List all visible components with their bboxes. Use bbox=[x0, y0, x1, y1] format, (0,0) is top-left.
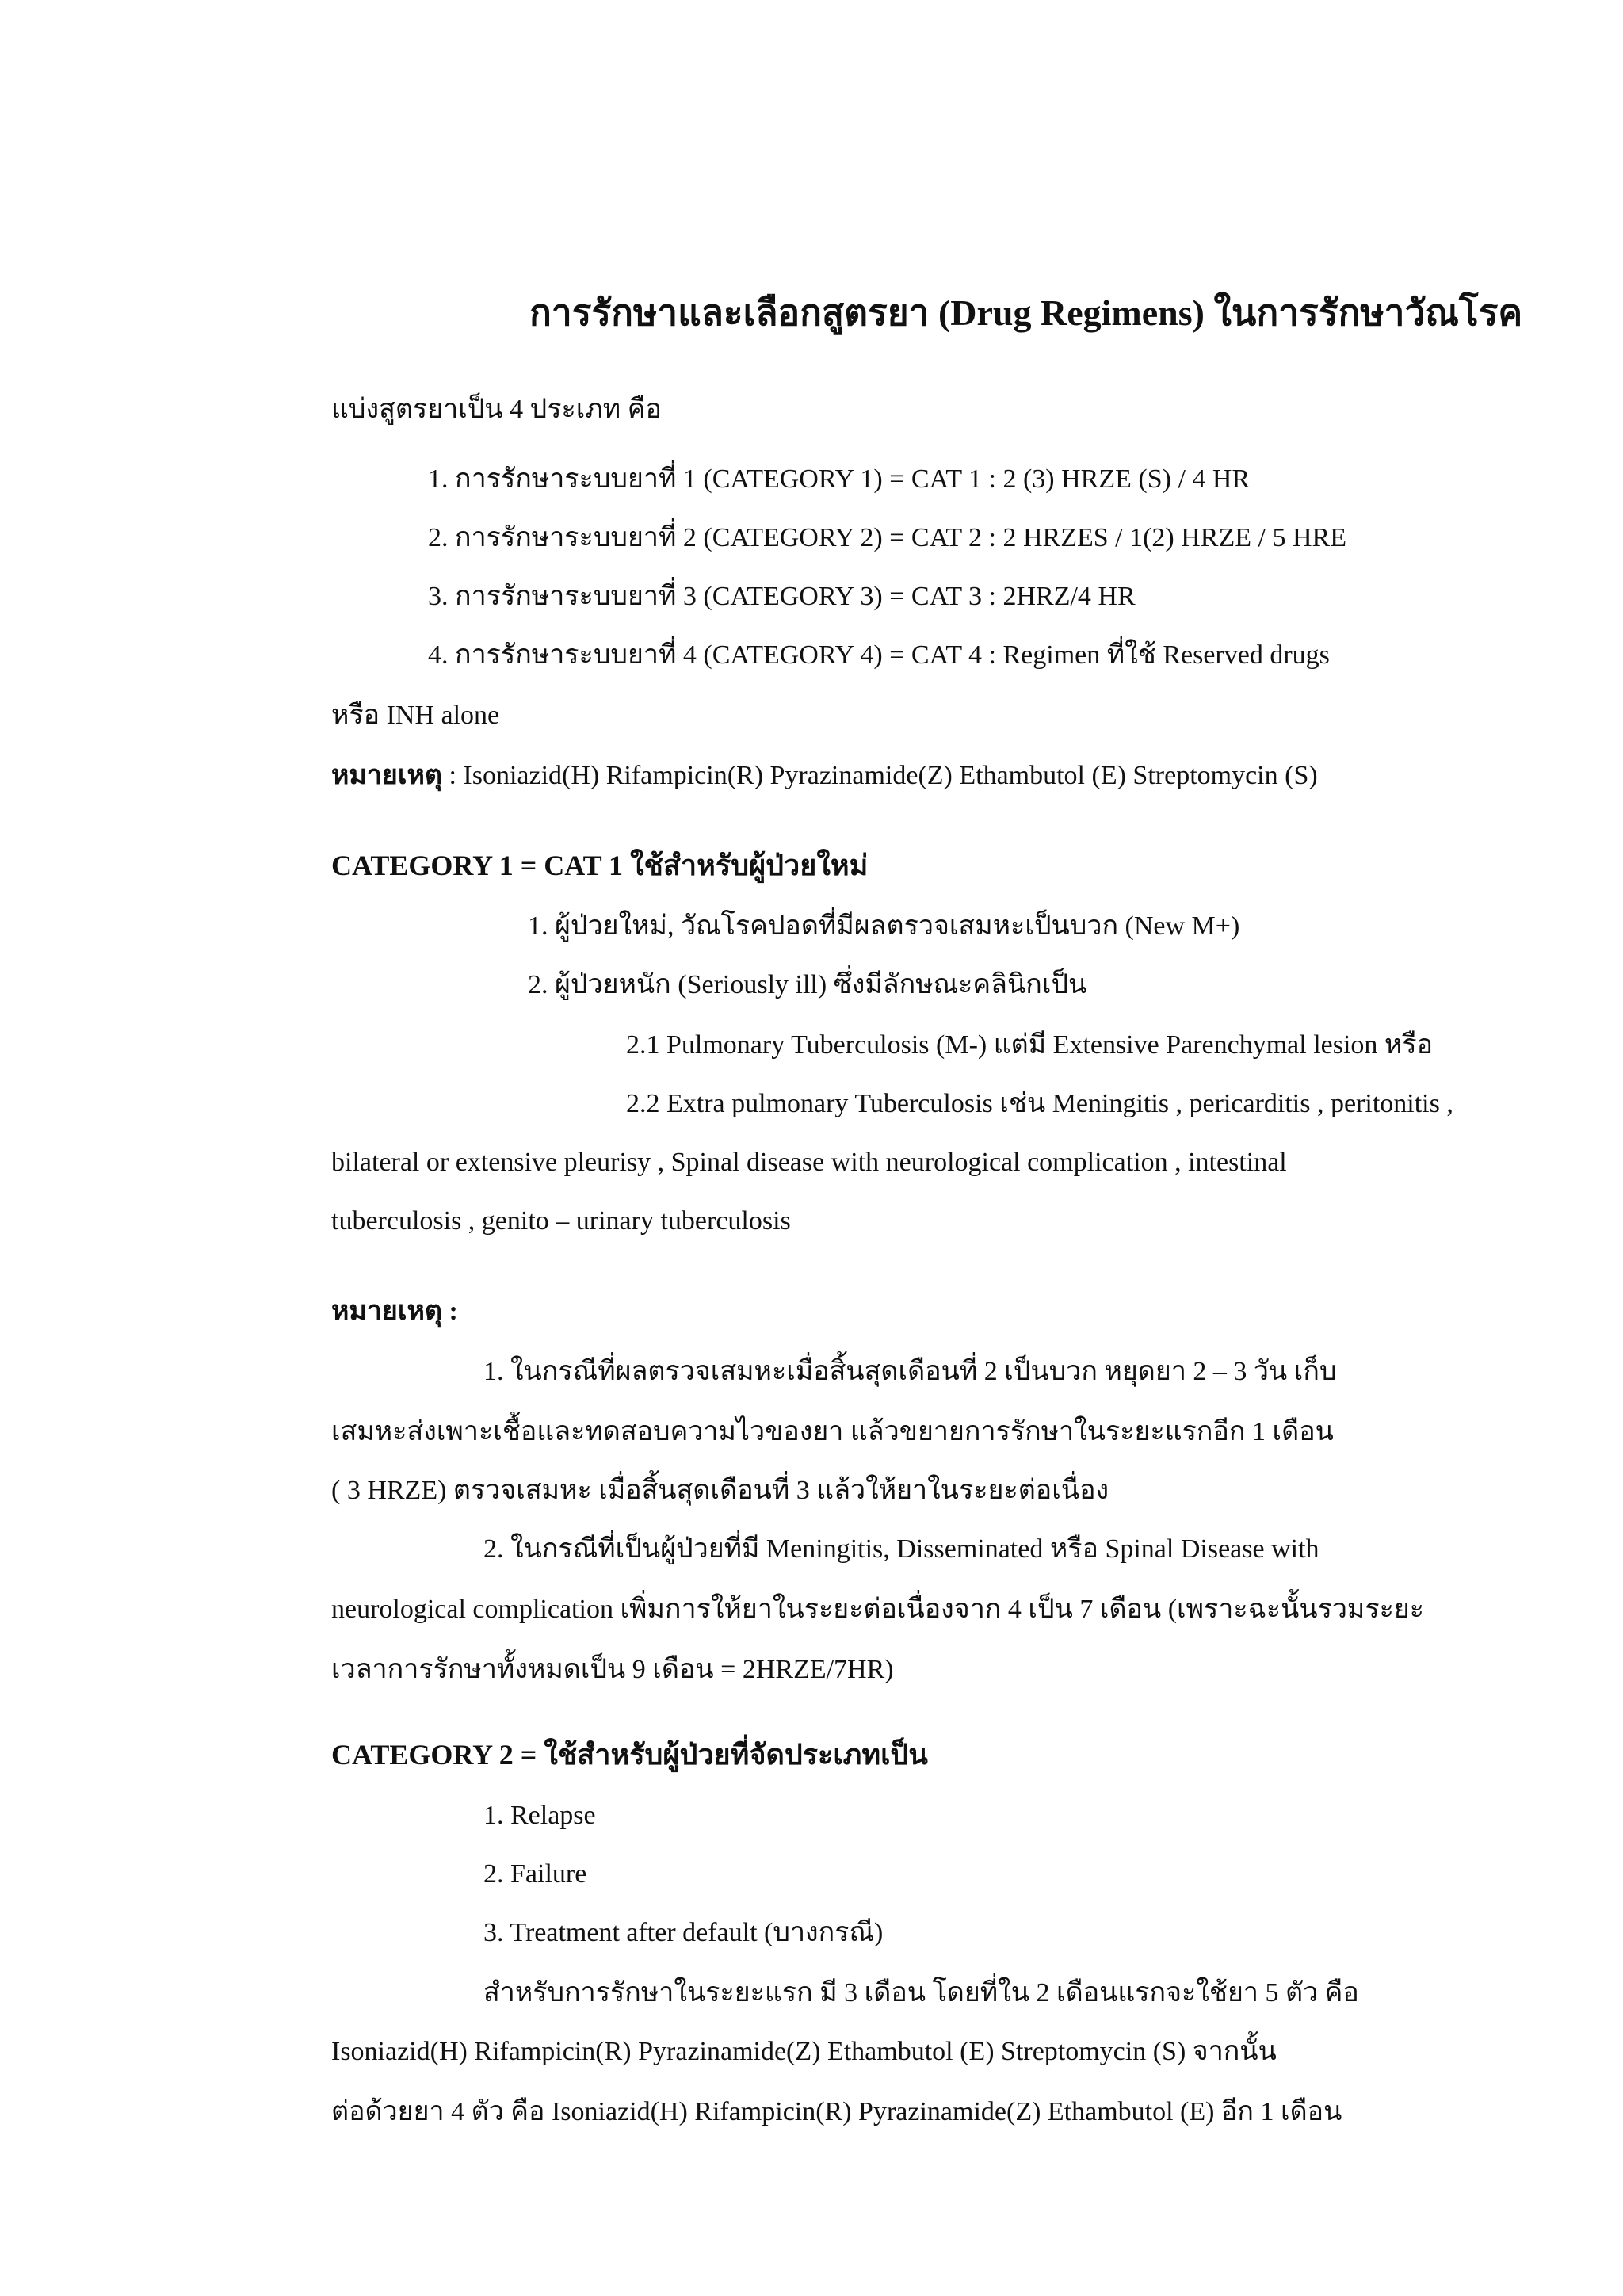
regimen-item-4: 4. การรักษาระบบยาที่ 4 (CATEGORY 4) = CAT 4 : Regimen ที่ใช้ Reserved drugs bbox=[428, 640, 1330, 670]
note-label: หมายเหตุ bbox=[331, 761, 442, 790]
regimen-item-2: 2. การรักษาระบบยาที่ 2 (CATEGORY 2) = CAT 2 : 2 HRZES / 1(2) HRZE / 5 HRE bbox=[428, 523, 1346, 552]
category-1-note-1-line-2: เสมหะส่งเพาะเชื้อและทดสอบความไวของยา แล้วขยายการรักษาในระยะแรกอีก 1 เดือน bbox=[331, 1417, 1334, 1446]
category-1-note-2-line-1: 2. ในกรณีที่เป็นผู้ป่วยที่มี Meningitis, Disseminated หรือ Spinal Disease with bbox=[483, 1534, 1319, 1564]
category-2-item-3: 3. Treatment after default (บางกรณี) bbox=[483, 1918, 884, 1947]
category-2-paragraph-line-1: สำหรับการรักษาในระยะแรก มี 3 เดือน โดยที่ใน 2 เดือนแรกจะใช้ยา 5 ตัว คือ bbox=[483, 1978, 1359, 2008]
note-drug-abbreviations bbox=[331, 762, 1318, 789]
category-2-heading: CATEGORY 2 = ใช้สำหรับผู้ป่วยที่จัดประเภทเป็น bbox=[331, 1739, 928, 1771]
regimen-item-4-continued: หรือ INH alone bbox=[331, 701, 500, 730]
category-1-note-2-line-2: neurological complication เพิ่มการให้ยาในระยะต่อเนื่องจาก 4 เป็น 7 เดือน (เพราะฉะนั้นรวมระยะ bbox=[331, 1595, 1425, 1624]
document-title: การรักษาและเลือกสูตรยา (Drug Regimens) ในการรักษาวัณโรค bbox=[529, 292, 1523, 333]
category-2-paragraph-line-2: Isoniazid(H) Rifampicin(R) Pyrazinamide(Z) Ethambutol (E) Streptomycin (S) จากนั้น bbox=[331, 2037, 1277, 2066]
category-1-item-1: 1. ผู้ป่วยใหม่, วัณโรคปอดที่มีผลตรวจเสมหะเป็นบวก (New M+) bbox=[528, 911, 1240, 941]
category-2-item-2: 2. Failure bbox=[483, 1859, 587, 1889]
category-1-note-2-line-3: เวลาการรักษาทั้งหมดเป็น 9 เดือน = 2HRZE/7HR) bbox=[331, 1655, 894, 1684]
category-1-item-2-2-continued: bilateral or extensive pleurisy , Spinal disease with neurological complication , intestinal bbox=[331, 1148, 1287, 1177]
category-2-item-1: 1. Relapse bbox=[483, 1801, 596, 1830]
regimen-item-3: 3. การรักษาระบบยาที่ 3 (CATEGORY 3) = CAT 3 : 2HRZ/4 HR bbox=[428, 582, 1136, 611]
note-text: : Isoniazid(H) Rifampicin(R) Pyrazinamide(Z) Ethambutol (E) Streptomycin (S) bbox=[449, 761, 1318, 790]
category-1-item-2-2: 2.2 Extra pulmonary Tuberculosis เช่น Meningitis , pericarditis , peritonitis , bbox=[626, 1089, 1453, 1118]
category-1-note-1-line-3: ( 3 HRZE) ตรวจเสมหะ เมื่อสิ้นสุดเดือนที่ 3 แล้วให้ยาในระยะต่อเนื่อง bbox=[331, 1476, 1109, 1505]
category-1-item-2-1: 2.1 Pulmonary Tuberculosis (M-) แต่มี Extensive Parenchymal lesion หรือ bbox=[626, 1030, 1434, 1060]
category-1-note-1-line-1: 1. ในกรณีที่ผลตรวจเสมหะเมื่อสิ้นสุดเดือนที่ 2 เป็นบวก หยุดยา 2 – 3 วัน เก็บ bbox=[483, 1357, 1337, 1386]
category-1-note-label: หมายเหตุ : bbox=[331, 1297, 458, 1326]
category-1-item-2: 2. ผู้ป่วยหนัก (Seriously ill) ซึ่งมีลักษณะคลินิกเป็น bbox=[528, 970, 1087, 999]
category-1-item-2-2-continued-2: tuberculosis , genito – urinary tuberculosis bbox=[331, 1206, 791, 1236]
category-2-paragraph-line-3: ต่อด้วยยา 4 ตัว คือ Isoniazid(H) Rifampicin(R) Pyrazinamide(Z) Ethambutol (E) อีก 1 เดือน bbox=[331, 2097, 1342, 2126]
regimen-item-1: 1. การรักษาระบบยาที่ 1 (CATEGORY 1) = CAT 1 : 2 (3) HRZE (S) / 4 HR bbox=[428, 464, 1251, 494]
intro-text: แบ่งสูตรยาเป็น 4 ประเภท คือ bbox=[331, 395, 662, 424]
category-1-heading: CATEGORY 1 = CAT 1 ใช้สำหรับผู้ป่วยใหม่ bbox=[331, 850, 869, 881]
